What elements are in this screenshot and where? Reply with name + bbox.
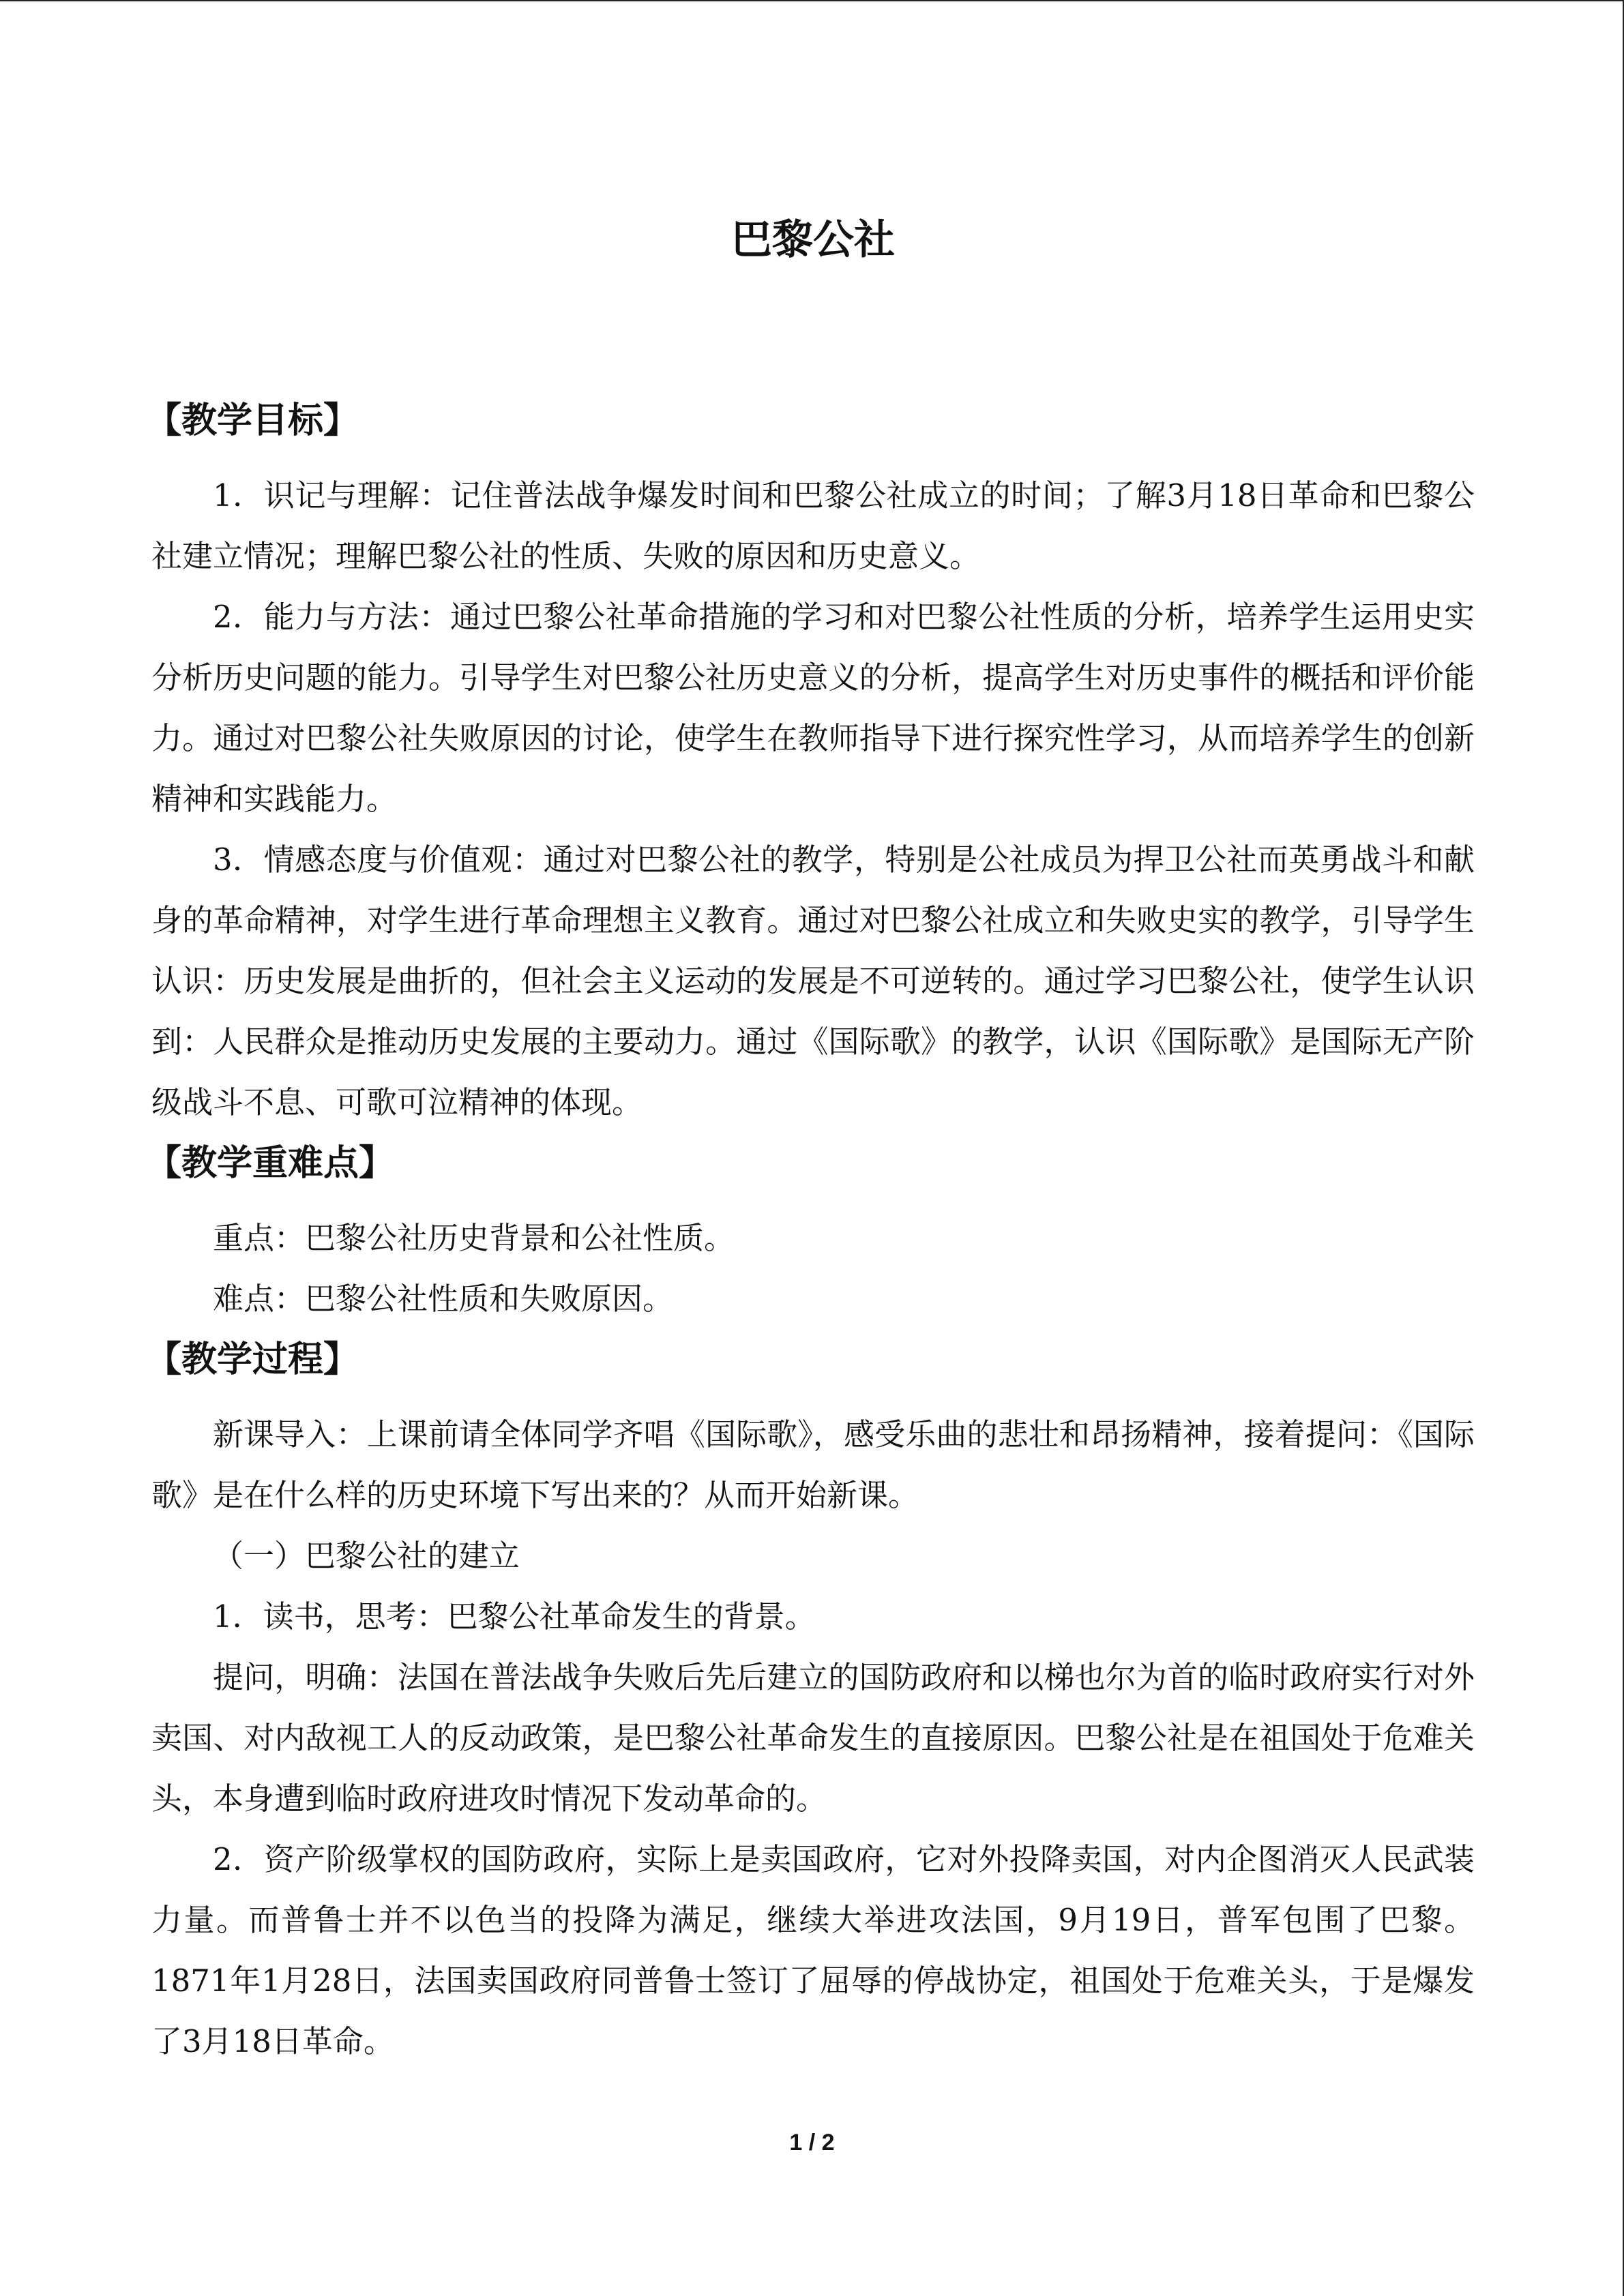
paragraph: 重点：巴黎公社历史背景和公社性质。 <box>213 1220 735 1256</box>
paragraph: （一）巴黎公社的建立 <box>213 1538 520 1574</box>
page-number: 1 / 2 <box>789 2130 835 2156</box>
document-content <box>146 206 1475 2072</box>
paragraph: 1．识记与理解：记住普法战争爆发时间和巴黎公社成立的时间；了解3月18日革命和巴黎公社建立情况；理解巴黎公社的性质、失败的原因和历史意义。 <box>151 477 1475 574</box>
paragraph: 新课导入：上课前请全体同学齐唱《国际歌》，感受乐曲的悲壮和昂扬精神，接着提问：《国际歌》是在什么样的历史环境下写出来的？从而开始新课。 <box>151 1416 1475 1513</box>
paragraph: 3．情感态度与价值观：通过对巴黎公社的教学，特别是公社成员为捍卫公社而英勇战斗和献身的革命精神，对学生进行革命理想主义教育。通过对巴黎公社成立和失败史实的教学，引导学生认识：历史发展是曲折的，但社会主义运动的发展是不可逆转的。通过学习巴黎公社，使学生认识到：人民群众是推动历史发展的主要动力。通过《国际歌》的教学，认识《国际歌》是国际无产阶级战斗不息、可歌可泣精神的体现。 <box>151 841 1475 1120</box>
section-heading-objectives: 【教学目标】 <box>146 400 359 441</box>
paragraph: 2．资产阶级掌权的国防政府，实际上是卖国政府，它对外投降卖国，对内企图消灭人民武装力量。而普鲁士并不以色当的投降为满足，继续大举进攻法国，9月19日，普军包围了巴黎。1871年1月28日，法国卖国政府同普鲁士签订了屈辱的停战协定，祖国处于危难关头，于是爆发了3月18日革命。 <box>151 1841 1475 2059</box>
paragraph: 1．读书，思考：巴黎公社革命发生的背景。 <box>213 1598 816 1635</box>
paragraph: 难点：巴黎公社性质和失败原因。 <box>213 1281 674 1317</box>
paragraph: 提问，明确：法国在普法战争失败后先后建立的国防政府和以梯也尔为首的临时政府实行对外卖国、对内敌视工人的反动政策，是巴黎公社革命发生的直接原因。巴黎公社是在祖国处于危难关头，本身遭到临时政府进攻时情况下发动革命的。 <box>151 1659 1475 1817</box>
section-heading-key-points: 【教学重难点】 <box>146 1142 395 1184</box>
document-title: 巴黎公社 <box>731 216 895 264</box>
paragraph: 2．能力与方法：通过巴黎公社革命措施的学习和对巴黎公社性质的分析，培养学生运用史实分析历史问题的能力。引导学生对巴黎公社历史意义的分析，提高学生对历史事件的概括和评价能力。通过对巴黎公社失败原因的讨论，使学生在教师指导下进行探究性学习，从而培养学生的创新精神和实践能力。 <box>151 599 1475 817</box>
section-heading-process: 【教学过程】 <box>146 1339 359 1380</box>
